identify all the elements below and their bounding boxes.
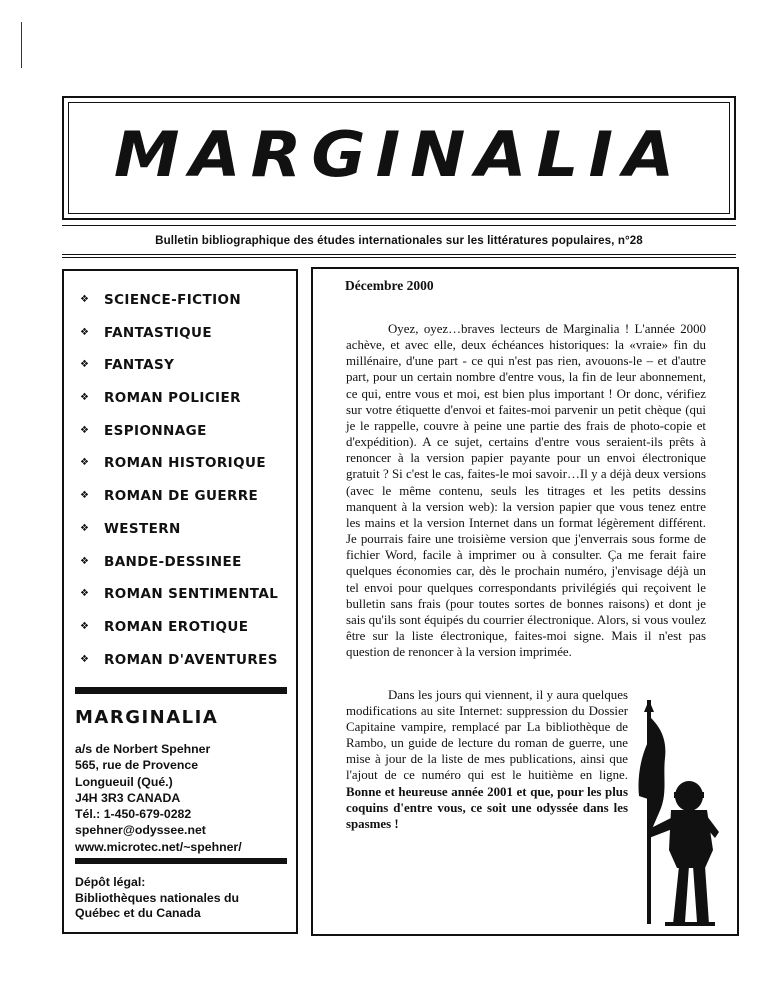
genre-item — [80, 291, 278, 324]
contact-line: a/s de Norbert Spehner — [75, 742, 211, 756]
subtitle-rule-bottom — [62, 254, 736, 255]
legal-line: Québec et du Canada — [75, 906, 201, 920]
diamond-bullet-icon: ❖ — [80, 490, 89, 502]
contact-address — [75, 741, 242, 855]
diamond-bullet-icon: ❖ — [80, 392, 89, 404]
genre-item — [80, 356, 278, 389]
diamond-bullet-icon: ❖ — [80, 294, 89, 305]
genre-label: ROMAN HISTORIQUE — [104, 455, 266, 472]
closing-text: Dans les jours qui viennent, il y aura quelques modifications au site Internet: suppression du Dossier Capitaine vampire, remplacé par La bibliothèque de Rambo, un guide de lecture du roman de guerre, une mise à jour de la liste de mes publications, ainsi que l'ajout de ce numéro qui est le huitième en ligne. — [346, 688, 628, 783]
scan-edge-mark — [21, 22, 22, 68]
diamond-bullet-icon: ❖ — [80, 359, 89, 371]
subtitle-rule-top — [62, 225, 736, 226]
genre-item — [80, 487, 278, 520]
contact-line: J4H 3R3 CANADA — [75, 790, 181, 805]
genre-label: FANTASY — [104, 357, 175, 374]
diamond-bullet-icon: ❖ — [80, 620, 89, 632]
genre-item — [80, 389, 278, 422]
masthead-inner-frame — [68, 102, 730, 214]
contact-line: Longueuil (Qué.) — [75, 774, 173, 789]
knight-silhouette-illustration — [627, 700, 723, 932]
editorial-paragraph: Oyez, oyez…braves lecteurs de Marginalia ! L'année 2000 achève, et avec elle, deux échéances historiques: la «vraie» fin du millénaire, d'une part - ce qui n'est pas rien, avouons-le – et d'autre part, pour un certain nombre d'entre vous, la fin de leur abonnement, ce qui, entre vous et moi, est bien plus important ! Or donc, vérifiez sur votre étiquette d'envoi et faites-moi parvenir un petit chèque (qui je le rappelle, couvre à peine une partie des frais de photo-copie et d'expédition). A ce sujet, certains d'entre vous seraient-ils prêts à renoncer à la version papier payante pour un envoi électronique gratuit ? Si c'est le cas, faites-le moi savoir…Il y a déjà deux versions (avec le même contenu, seuls les titrages et les petits dessins manquent à la version web): la version papier que vous tenez entre les mains et la version Internet dans un format légèrement différent. Je pourrais faire une troisième version que j'enverrais sous forme de fichier Word, facile à imprimer ou à consulter. Ça me ferait faire quelques économies car, dès le prochain numéro, j'envisage déjà un tel envoi pour quelques correspondants privilégiés qui reçoivent le bulletin sans frais (pour toutes sortes de bonnes raisons) et dont je sais qu'ils sont équipés du courrier électronique. Alors, si vous voulez être sur la liste électronique, faites-moi signe. Mais il n'est pas question de renoncer à la version imprimée. — [346, 322, 706, 660]
genre-item — [80, 422, 278, 455]
genre-label: SCIENCE-FICTION — [104, 292, 242, 308]
editorial-date: Décembre 2000 — [345, 278, 434, 293]
genre-item — [80, 454, 278, 487]
subtitle-rule-bottom-double — [62, 257, 736, 258]
genre-label: FANTASTIQUE — [104, 324, 213, 341]
new-year-wishes: Bonne et heureuse année 2001 et que, pour les plus coquins d'entre vous, ce soit une odyssée dans les spasmes ! — [346, 784, 628, 831]
sidebar-divider — [75, 687, 287, 694]
legal-deposit — [75, 875, 239, 922]
genre-label: ESPIONNAGE — [104, 422, 207, 439]
diamond-bullet-icon: ❖ — [80, 522, 89, 534]
diamond-bullet-icon: ❖ — [80, 555, 89, 567]
genre-item — [80, 585, 278, 618]
diamond-bullet-icon: ❖ — [80, 653, 89, 665]
sidebar-box — [62, 269, 298, 934]
editorial-box — [311, 267, 739, 936]
contact-title: MARGINALIA — [75, 707, 219, 728]
genre-label: ROMAN D'AVENTURES — [104, 651, 278, 668]
diamond-bullet-icon: ❖ — [80, 457, 89, 469]
genre-item — [80, 651, 278, 684]
contact-email: spehner@odyssee.net — [75, 823, 206, 838]
editorial-paragraph-closing — [346, 687, 628, 832]
legal-line: Bibliothèques nationales du — [75, 890, 239, 905]
genre-label: ROMAN EROTIQUE — [104, 618, 249, 635]
diamond-bullet-icon: ❖ — [80, 326, 89, 338]
bulletin-subtitle: Bulletin bibliographique des études internationales sur les littératures populaires, n°28 — [155, 234, 643, 247]
genre-label: ROMAN SENTIMENTAL — [104, 586, 279, 603]
genre-label: BANDE-DESSINEE — [104, 553, 242, 570]
genre-list — [80, 291, 278, 683]
diamond-bullet-icon: ❖ — [80, 588, 89, 600]
masthead-frame — [62, 96, 736, 220]
genre-item — [80, 324, 278, 357]
sidebar-divider — [75, 858, 287, 864]
diamond-bullet-icon: ❖ — [80, 424, 89, 436]
contact-website: www.microtec.net/~spehner/ — [75, 839, 242, 854]
legal-line: Dépôt légal: — [75, 875, 146, 889]
genre-label: WESTERN — [104, 520, 181, 537]
genre-label: ROMAN DE GUERRE — [104, 488, 259, 505]
contact-phone: Tél.: 1-450-679-0282 — [75, 807, 192, 822]
contact-line: 565, rue de Provence — [75, 758, 199, 773]
genre-label: ROMAN POLICIER — [104, 390, 241, 407]
genre-item — [80, 520, 278, 553]
genre-item — [80, 553, 278, 586]
genre-item — [80, 618, 278, 651]
masthead-title: MARGINALIA — [113, 117, 685, 192]
